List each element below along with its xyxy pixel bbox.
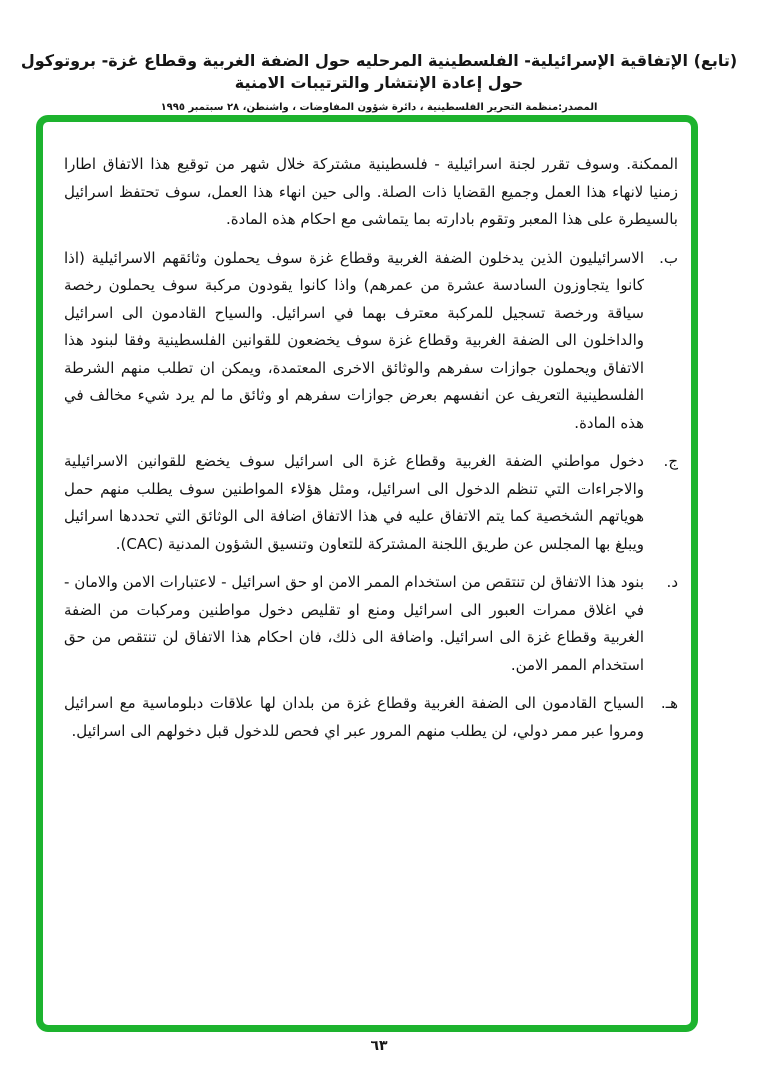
- paragraph-marker: هـ.: [660, 694, 678, 712]
- paragraph-marker: ج.: [663, 452, 678, 470]
- paragraph-text: دخول مواطني الضفة الغربية وقطاع غزة الى اسرائيل سوف يخضع للقوانين الاسرائيلية والاجراءات التي تنظم الدخول الى اسرائيل، ومثل هؤلاء المواطنين سوف يطلب منهم حمل هوياتهم الشخصية كما يتم الاتفاق عليه في هذا الاتفاق اضافة الى الوثائق التي تحددها اسرائيل ويبلغ بها المجلس عن طريق اللجنة المشتركة للتعاون وتنسيق الشؤون المدنية (CAC).: [64, 452, 644, 553]
- page-header: [10, 50, 748, 113]
- body-paragraphs: [64, 151, 678, 756]
- paragraph-b: [64, 245, 678, 438]
- paragraph-continuation: [64, 151, 678, 234]
- paragraph-text: بنود هذا الاتفاق لن تنتقص من استخدام الممر الامن او حق اسرائيل - لاعتبارات الامن والامان - في اغلاق ممرات العبور الى اسرائيل ومنع او تقليص دخول مواطنين ومركبات من الضفة الغربية وقطاع غزة الى اسرائيل. واضافة الى ذلك، فان احكام هذا الاتفاق لن تنتقص من حق استخدام الممر الامن.: [64, 573, 644, 674]
- paragraph-text: السياح القادمون الى الضفة الغربية وقطاع غزة من بلدان لها علاقات دبلوماسية مع اسرائيل ومروا عبر ممر دولي، لن يطلب منهم المرور عبر اي فحص للدخول قبل دخولهم الى اسرائيل.: [64, 694, 644, 740]
- paragraph-marker: ب.: [659, 248, 678, 267]
- paragraph-d: [64, 569, 678, 679]
- green-border-frame: [36, 115, 698, 1032]
- document-source-line: المصدر:منظمة التحرير الفلسطينية ، دائرة شؤون المفاوضات ، واشنطن، ٢٨ سبتمبر ١٩٩٥: [160, 102, 598, 113]
- paragraph-h: [64, 690, 678, 745]
- paragraph-marker: د.: [666, 573, 678, 591]
- page-number: ٦٣: [370, 1038, 388, 1054]
- paragraph-j: [64, 448, 678, 558]
- document-title: (تابع) الإتفاقية الإسرائيلية- الفلسطينية المرحليه حول الضفة الغربية وقطاع غزة- بروتوكول حول إعادة الإنتشار والترتيبات الامنية: [20, 51, 738, 92]
- paragraph-text: الممكنة. وسوف تقرر لجنة اسرائيلية - فلسطينية مشتركة خلال شهر من توقيع هذا الاتفاق اطارا زمنيا لانهاء هذا العمل وجميع القضايا ذات الصلة. والى حين انهاء هذا العمل، سوف تحتفظ اسرائيل بالسيطرة على هذا المعبر وتقوم بادارته بما يتماشى مع احكام هذه المادة.: [64, 155, 678, 228]
- paragraph-text: الاسرائيليون الذين يدخلون الضفة الغربية وقطاع غزة سوف يحملون وثائقهم الاسرائيلية (اذا كانوا يتجاوزون السادسة عشرة من عمرهم) واذا كانوا يقودون مركبة سوف يحملون رخصة سياقة ورخصة تسجيل للمركبة معترف بهما في اسرائيل. والسياح القادمون الى اسرائيل والداخلون الى الضفة الغربية وقطاع غزة سوف يخضعون للقوانين الفلسطينية وفقا لبنود هذا الاتفاق ويحملون جوازات سفرهم والوثائق الاخرى المعتمدة، ويمكن ان تطلب منهم الشرطة الفلسطينية التعريف عن انفسهم بعرض جوازات سفرهم او وثائق ما لم يرد شيء مخالف في هذه المادة.: [64, 248, 644, 432]
